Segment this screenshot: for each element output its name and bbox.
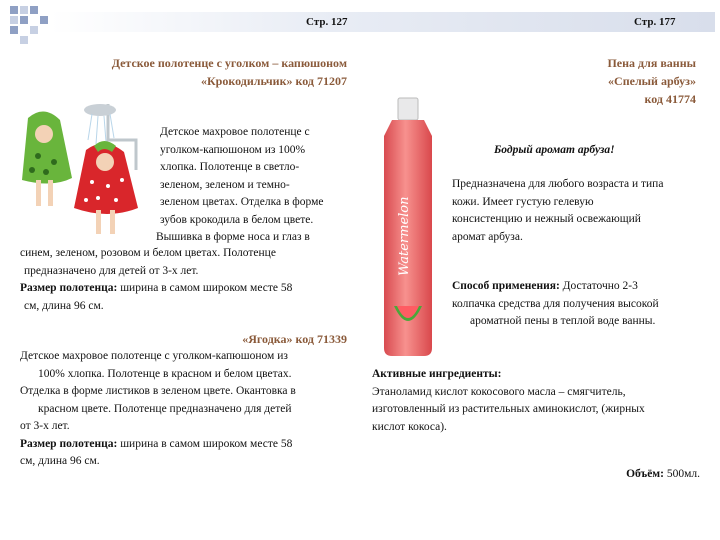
product3-ingredients: Активные ингредиенты: Этаноламид кислот кокосового масла – смягчитель, изготовленный из растительных аминокислот, (жирных кислот кокоса). (372, 368, 645, 433)
product3-title: Пена для ванны «Спелый арбуз» код 41774 (607, 56, 696, 106)
product2-title: «Ягодка» код 71339 (242, 332, 347, 346)
children-towels-illustration-icon (8, 100, 160, 238)
product3-volume: Объём: 500мл. (626, 468, 700, 480)
product3-tagline: Бодрый аромат арбуза! (494, 144, 615, 156)
page-number-left: Стр. 127 (306, 16, 348, 28)
bubble-bath-bottle-icon (372, 96, 444, 358)
product1-title: Детское полотенце с уголком – капюшоном «Крокодильчик» код 71207 (111, 56, 347, 88)
product1-description-wrapped: Детское махровое полотенце с уголком-капюшоном из 100% хлопка. Полотенце в светло- зеленом, зеленом и темно- зеленом цветах. Отделка в форме зубов крокодила в белом цвете. Вышивка в форме носа и глаз в (156, 126, 324, 243)
product2-description: Детское махровое полотенце с уголком-капюшоном из 100% хлопка. Полотенце в красном и белом цветах. Отделка в форме листиков в зеленом цвете. Окантовка в красном цвете. Полотенце предназначено для детей от 3-х лет. Размер полотенца: ширина в самом широком месте 58 см, длина 96 см. (20, 350, 296, 467)
bottle-brand-text: Watermelon (397, 196, 412, 276)
product1-description-full: синем, зеленом, розовом и белом цветах. Полотенце предназначено для детей от 3-х лет. Размер полотенца: ширина в самом широком месте 58 см, длина 96 см. (20, 247, 293, 312)
product3-usage: Способ применения: Достаточно 2-3 колпачка средства для получения высокой ароматной пены в теплой воде ванны. (452, 280, 659, 327)
page-number-right: Стр. 177 (634, 16, 676, 28)
product3-description: Предназначена для любого возраста и типа кожи. Имеет густую гелевую консистенцию и нежный освежающий аромат арбуза. (452, 178, 664, 243)
